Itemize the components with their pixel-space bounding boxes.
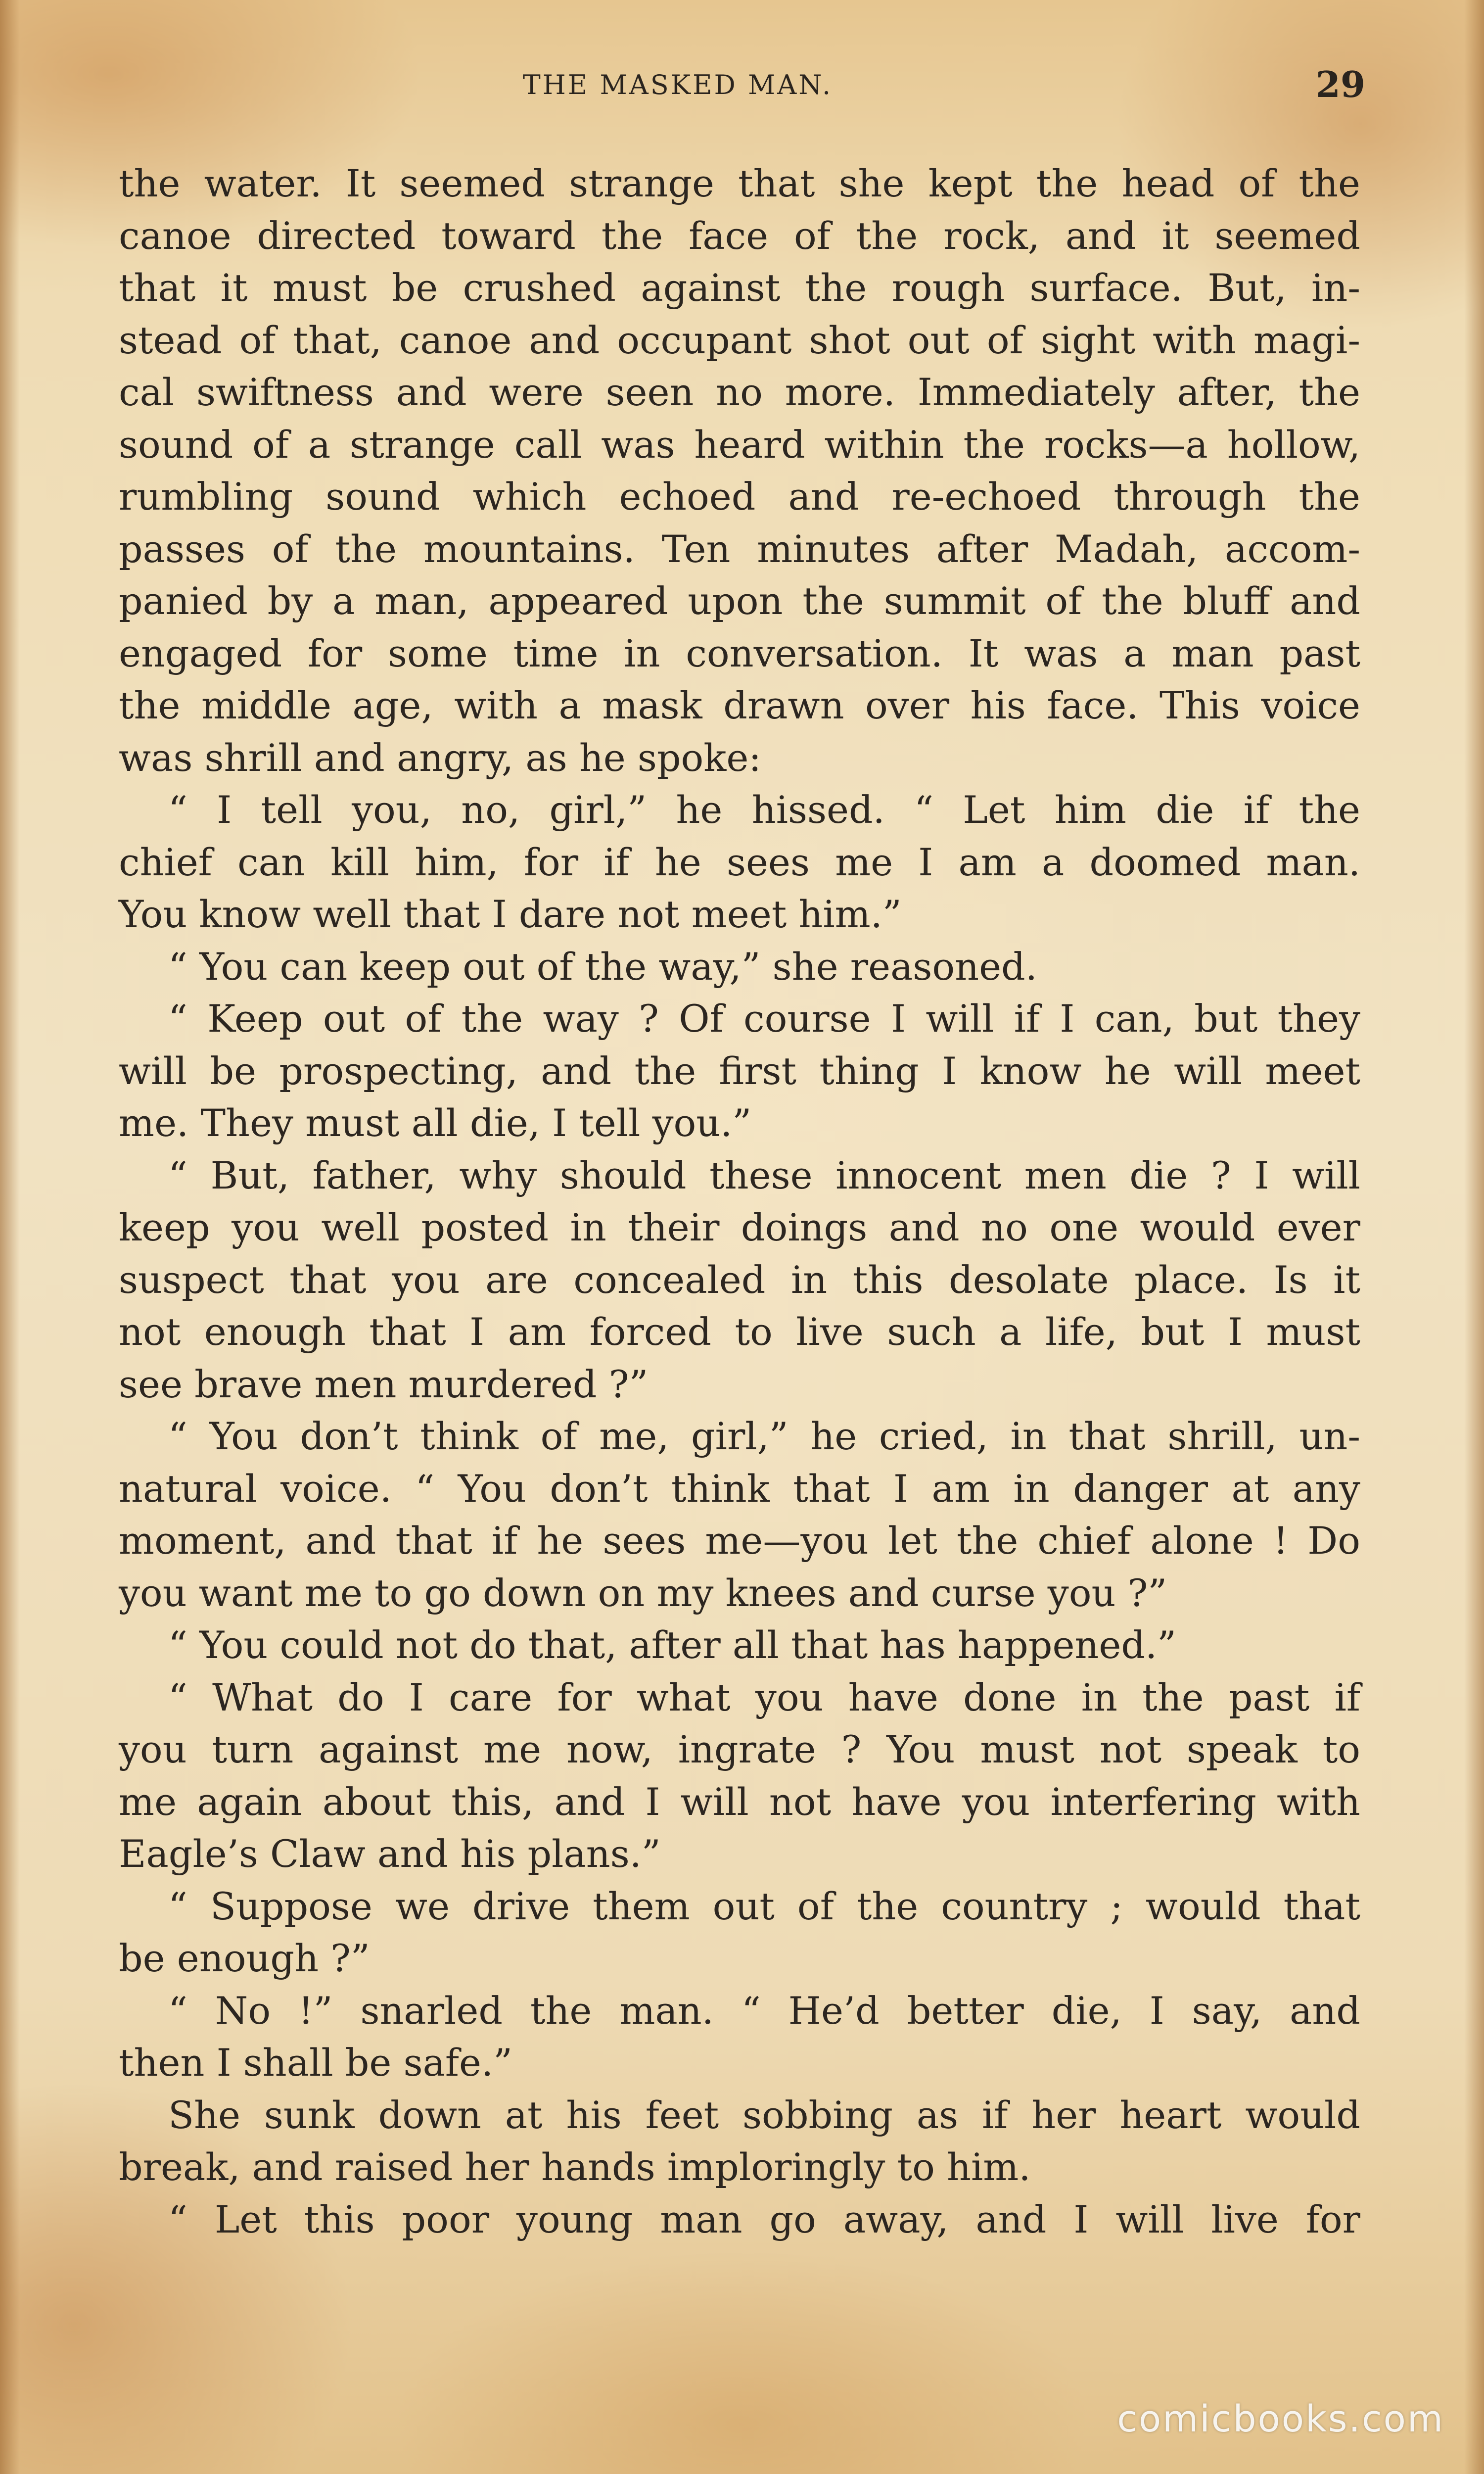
- text-line: chief can kill him, for if he sees me I am a doomed man.: [119, 840, 1360, 884]
- text-line: see brave men murdered ?”: [119, 1362, 649, 1406]
- text-line: “ No !” snarled the man. “ He’d better die, I say, and: [168, 1988, 1360, 2033]
- page-edge-right: [1464, 0, 1484, 2474]
- text-line: “ You don’t think of me, girl,” he cried, in that shrill, un-: [168, 1414, 1360, 1458]
- text-line: was shrill and angry, as he spoke:: [119, 735, 761, 780]
- text-line: Eagle’s Claw and his plans.”: [119, 1832, 661, 1876]
- text-line: “ I tell you, no, girl,” he hissed. “ Let him die if the: [168, 788, 1360, 832]
- text-line: rumbling sound which echoed and re-echoed through the: [119, 475, 1360, 519]
- running-title: THE MASKED MAN.: [522, 69, 833, 100]
- text-line: you turn against me now, ingrate ? You must not speak to: [119, 1727, 1360, 1771]
- text-line: the middle age, with a mask drawn over his face. This voice: [119, 683, 1360, 727]
- text-line: break, and raised her hands imploringly to him.: [119, 2145, 1031, 2189]
- text-line: sound of a strange call was heard within the rocks—a hollow,: [119, 422, 1360, 467]
- text-line: “ Suppose we drive them out of the country ; would that: [168, 1884, 1360, 1928]
- text-line: canoe directed toward the face of the rock, and it seemed: [119, 213, 1360, 258]
- text-line: you want me to go down on my knees and curse you ?”: [119, 1570, 1167, 1615]
- text-line: moment, and that if he sees me—you let the chief alone ! Do: [119, 1519, 1360, 1563]
- text-line: “ You can keep out of the way,” she reasoned.: [168, 944, 1037, 989]
- text-line: keep you well posted in their doings and no one would ever: [119, 1205, 1360, 1249]
- text-line: “ You could not do that, after all that has happened.”: [168, 1623, 1177, 1667]
- text-line: engaged for some time in conversation. It was a man past: [119, 631, 1360, 675]
- text-line: panied by a man, appeared upon the summit of the bluff and: [119, 579, 1360, 623]
- text-line: that it must be crushed against the rough surface. But, in-: [119, 266, 1360, 310]
- text-line: will be prospecting, and the first thing I know he will meet: [119, 1048, 1360, 1093]
- text-line: the water. It seemed strange that she kept the head of the: [119, 161, 1360, 205]
- watermark: comicbooks.com: [1117, 2398, 1444, 2440]
- text-line: cal swiftness and were seen no more. Immediately after, the: [119, 370, 1360, 414]
- text-line: me. They must all die, I tell you.”: [119, 1101, 752, 1145]
- text-line: “ Keep out of the way ? Of course I will if I can, but they: [168, 997, 1360, 1041]
- page-edge-left: [0, 0, 20, 2474]
- page-number: 29: [1315, 63, 1365, 105]
- text-line: She sunk down at his feet sobbing as if her heart would: [168, 2093, 1360, 2137]
- text-line: then I shall be safe.”: [119, 2041, 512, 2085]
- text-line: “ But, father, why should these innocent men die ? I will: [168, 1153, 1360, 1197]
- text-line: me again about this, and I will not have you interfering with: [119, 1779, 1360, 1824]
- text-line: passes of the mountains. Ten minutes after Madah, accom-: [119, 526, 1360, 571]
- text-line: “ What do I care for what you have done in the past if: [168, 1675, 1360, 1719]
- text-line: suspect that you are concealed in this desolate place. Is it: [119, 1257, 1360, 1302]
- body-text: [119, 157, 1360, 2245]
- text-line: You know well that I dare not meet him.”: [119, 892, 902, 936]
- text-line: “ Let this poor young man go away, and I will live for: [168, 2197, 1360, 2241]
- text-line: stead of that, canoe and occupant shot out of sight with magi-: [119, 318, 1360, 362]
- text-line: not enough that I am forced to live such a life, but I must: [119, 1310, 1360, 1354]
- text-line: be enough ?”: [119, 1936, 370, 1980]
- text-line: natural voice. “ You don’t think that I am in danger at any: [119, 1466, 1360, 1511]
